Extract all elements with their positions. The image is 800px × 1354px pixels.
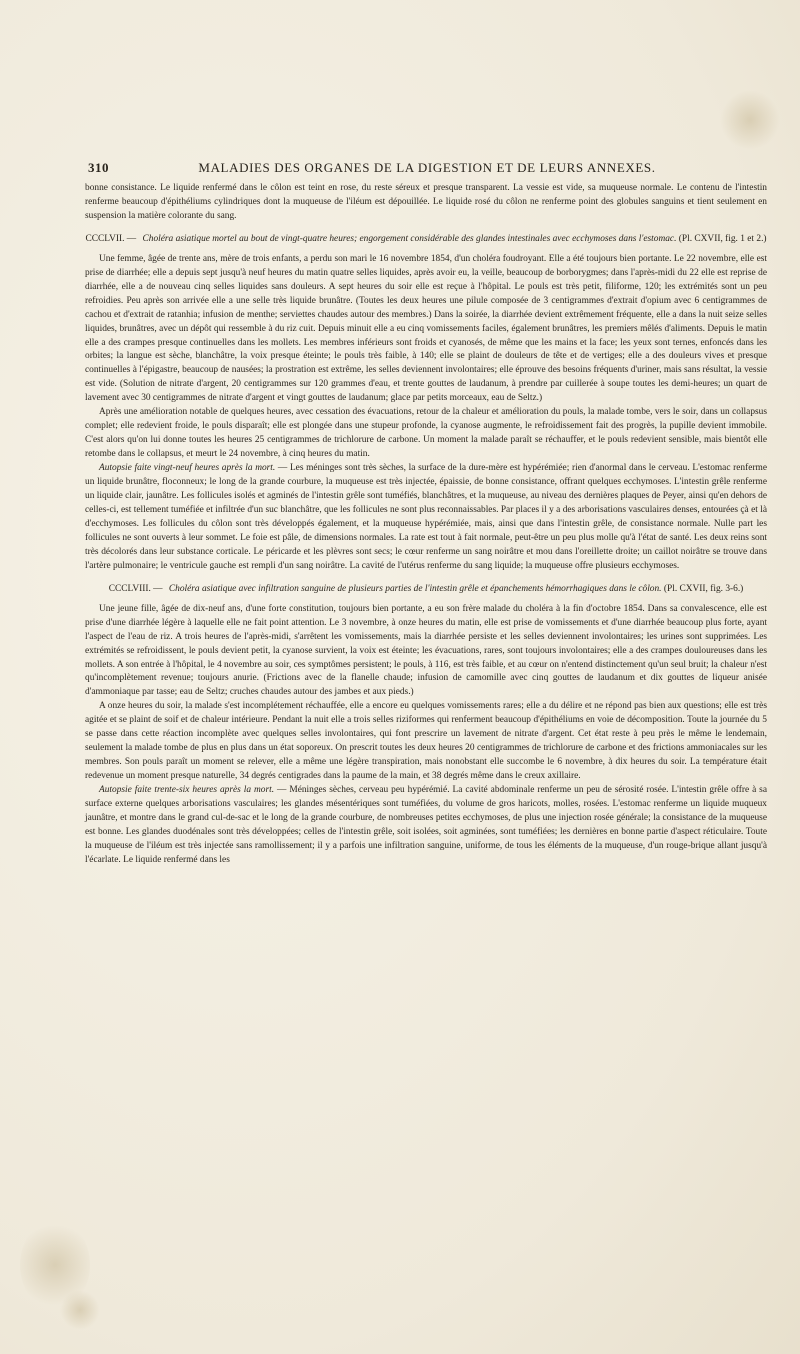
case-number: CCCLVII. —	[85, 233, 137, 244]
case-title: Choléra asiatique mortel au bout de vingt-quatre heures; engorgement considérable des glandes intestinales avec ecchymoses dans l'estomac.	[142, 233, 677, 244]
page-number: 310	[88, 160, 109, 175]
paper-stain	[720, 90, 780, 150]
autopsy-paragraph	[85, 784, 767, 868]
plate-reference: (Pl. CXVII, fig. 3-6.)	[663, 583, 744, 594]
autopsy-text: — Méninges sèches, cerveau peu hypérémié. La cavité abdominale renferme un peu de sérosité rosée. L'intestin grêle offre à sa surface externe quelques arborisations vasculaires; les glandes mésentériques sont tuméfiées, du volume de gros haricots, molles, rosées. L'estomac renferme un liquide muqueux jaunâtre, et montre dans le grand cul-de-sac et le long de la grande courbure, de nombreuses petites ecchymoses, de plus une injection rosée générale; la consistance de la muqueuse est bonne. Les glandes duodénales sont très développées; celles de l'intestin grêle, soit isolées, soit agminées, sont tuméfiées; les dernières en bonne partie d'aspect réticulaire. Toute la muqueuse de l'iléum est très injectée sans ramollissement; il y a parfois une infiltration sanguine, uniforme, de tous les éléments de la muqueuse, d'un rouge-brique allant jusqu'à l'écarlate. Le liquide renfermé dans les	[85, 785, 767, 865]
page-header	[88, 160, 766, 180]
case-heading-2	[85, 583, 767, 597]
page-body	[85, 182, 767, 868]
autopsy-paragraph	[85, 462, 767, 574]
case-paragraph: Après une amélioration notable de quelques heures, avec cessation des évacuations, retour de la chaleur et amélioration du pouls, la malade tombe, vers le soir, dans un collapsus complet; elle redevient froide, le pouls disparaît; elle est plongée dans une stupeur profonde, la cyanose augmente, le refroidissement fait des progrès, la pupille devient immobile. C'est alors qu'on lui donne toutes les heures 25 centigrammes de trichlorure de carbone. Un moment la malade paraît se réchauffer, et le pouls redevient sensible, mais bientôt elle retombe dans le collapsus, et meurt le 24 novembre, à cinq heures du matin.	[85, 407, 767, 460]
case-paragraph: A onze heures du soir, la malade s'est incomplétement réchauffée, elle a encore eu quelques vomissements rares; elle a du délire et ne répond pas bien aux questions; elle est très agitée et se plaint de soif et de chaleur intérieure. Pendant la nuit elle a trois selles riziformes qui renferment beaucoup d'épithéliums en voie de décomposition. Toute la journée du 5 se passe dans cette réaction incomplète avec quelques selles involontaires, qui font prescrire un lavement de nitrate d'argent. Cet état reste à peu près le même le lendemain, seulement la malade tombe de plus en plus dans un état soporeux. On prescrit toutes les deux heures 20 centigrammes de trichlorure de carbone et des frictions ammoniacales sur les membres. Son pouls paraît un moment se relever, elle a même une légère transpiration, mais nonobstant elle succombe le 6 novembre, à dix heures du soir. La température était redevenue un moment presque naturelle, 34 degrés centigrades dans la paume de la main, et 38 degrés même dans le creux axillaire.	[85, 701, 767, 782]
case-title: Choléra asiatique avec infiltration sanguine de plusieurs parties de l'intestin grêle et épanchements hémorrhagiques dans le côlon.	[168, 583, 662, 594]
continuation-paragraph: bonne consistance. Le liquide renfermé dans le côlon est teint en rose, du reste séreux et presque transparent. La vessie est vide, sa muqueuse normale. Le contenu de l'intestin renferme beaucoup d'épithéliums cylindriques dont la muqueuse de l'iléum est dépouillée. Le liquide rosé du côlon ne renferme point des globules sanguins et tient seulement en suspension la matière colorante du sang.	[85, 183, 767, 221]
case-heading-1	[85, 233, 767, 247]
case-paragraph: Une jeune fille, âgée de dix-neuf ans, d'une forte constitution, toujours bien portante, a eu son frère malade du choléra à la fin d'octobre 1854. Dans sa convalescence, elle est prise d'une diarrhée légère à laquelle elle ne fait point attention. Le 3 novembre, à onze heures du matin, elle est prise de vomissements et d'une diarrhée beaucoup plus forte, ayant l'aspect de l'eau de riz. A trois heures de l'après-midi, s'arrêtent les vomissements, mais la diarrhée persiste et les selles deviennent involontaires; les urines sont supprimées. Les extrémités se refroidissent, le pouls devient petit, la cyanose survient, la voix est éteinte; les évacuations, rares, sont toujours involontaires; elle a des crampes douloureuses dans les mollets. A son entrée à l'hôpital, le 4 novembre au soir, ces symptômes persistent; le pouls, à 116, est très faible, et au cœur on n'entend distinctement qu'un seul bruit; la chaleur n'est qu'incomplètement revenue; toujours anurie. (Frictions avec de la flanelle chaude; infusion de camomille avec cinq gouttes de laudanum et dix gouttes de liqueur anisée d'ammoniaque par tasse; eau de Seltz; cruches chaudes autour des jambes et aux pieds.)	[85, 603, 767, 698]
autopsy-label: Autopsie faite vingt-neuf heures après la mort.	[99, 463, 276, 474]
autopsy-label: Autopsie faite trente-six heures après la mort.	[99, 785, 275, 796]
case-paragraph: Une femme, âgée de trente ans, mère de trois enfants, a perdu son mari le 16 novembre 1854, d'un choléra foudroyant. Elle a été toujours bien portante. Le 22 novembre, elle est prise de diarrhée; elle a depuis sept jusqu'à neuf heures du matin quatre selles liquides, après avoir eu, la veille, beaucoup de borborygmes; dans l'après-midi du 22 elle est reprise de diarrhée, elle a de nouveau cinq selles liquides sans douleurs. A sept heures du soir elle est reçue à l'hôpital. Le pouls est très petit, filiforme, 120; les extrémités sont un peu refroidies. Peu après son arrivée elle a une selle très liquide brunâtre. (Toutes les deux heures une pilule composée de 3 centigrammes d'extrait d'opium avec 6 centigrammes de cachou et d'extrait de ratanhia; infusion de menthe; serviettes chaudes autour des membres.) Dans la soirée, la diarrhée devient extrêmement fréquente, elle a dans la nuit seize selles liquides, brunâtres, avec un dépôt qui ressemble à du riz cuit. Depuis minuit elle a eu cinq vomissements faciles, également brunâtres, les premiers mêlés d'aliments. Depuis le matin elle a des crampes presque continuelles dans les mollets. Les membres inférieurs sont froids et cyanosés, de même que les mains et la face; les yeux sont ternes, enfoncés dans les orbites; la langue est sèche, blanchâtre, la voix presque éteinte; le pouls très faible, à 140; elle se plaint de douleurs de tête et de vertiges; elle a des douleurs vives et presque continuelles à l'épigastre, beaucoup de nausées; la prostration est extrême, les selles deviennent involontaires; elle éprouve des besoins fréquents d'uriner, mais sans résultat, la vessie est vide. (Solution de nitrate d'argent, 20 centigrammes sur 120 grammes d'eau, et trente gouttes de laudanum, à prendre par cuillerée à soupe toutes les demi-heures; un quart de lavement avec 30 centigrammes de nitrate d'argent et vingt gouttes de laudanum; glace par petits morceaux, eau de Seltz.)	[85, 253, 767, 404]
autopsy-text: — Les méninges sont très sèches, la surface de la dure-mère est hypérémiée; rien d'anormal dans le cerveau. L'estomac renferme un liquide brunâtre, floconneux; le long de la grande courbure, la muqueuse est très injectée, épaissie, de bonne consistance, offrant quelques ecchymoses. L'intestin grêle renferme un liquide clair, jaunâtre. Les follicules isolés et agminés de l'intestin grêle sont tuméfiés, blanchâtres, et la muqueuse, au niveau des dernières plaques de Peyer, ainsi qu'en dehors de celles-ci, est tellement tuméfiée et infiltrée d'un suc blanchâtre, que les follicules ne sont plus reconnaissables. Par places il y a des arborisations vasculaires denses, entourées çà et là d'ecchymoses. Les follicules du côlon sont très développés également, et la muqueuse hypérémiée, mais, ainsi que dans l'intestin grêle, de consistance normale. Nulle part les follicules ne sont ouverts à leur sommet. Le foie est pâle, de dimensions normales. La rate est tout à fait normale, peut-être un peu plus molle qu'à l'état de santé. Les deux reins sont très décolorés dans leur substance corticale. Le péricarde et les plèvres sont secs; le cœur renferme un sang noirâtre et mou dans l'oreillette droite; un caillot noirâtre se trouve dans l'artère pulmonaire; le ventricule gauche est rempli d'un sang noirâtre. La cavité de l'utérus renferme du sang liquide; la muqueuse offre plusieurs ecchymoses.	[85, 463, 767, 571]
case-number: CCCLVIII. —	[108, 583, 163, 594]
paper-stain	[60, 1290, 100, 1330]
running-title: MALADIES DES ORGANES DE LA DIGESTION ET DE LEURS ANNEXES.	[198, 160, 656, 175]
plate-reference: (Pl. CXVII, fig. 1 et 2.)	[678, 233, 767, 244]
